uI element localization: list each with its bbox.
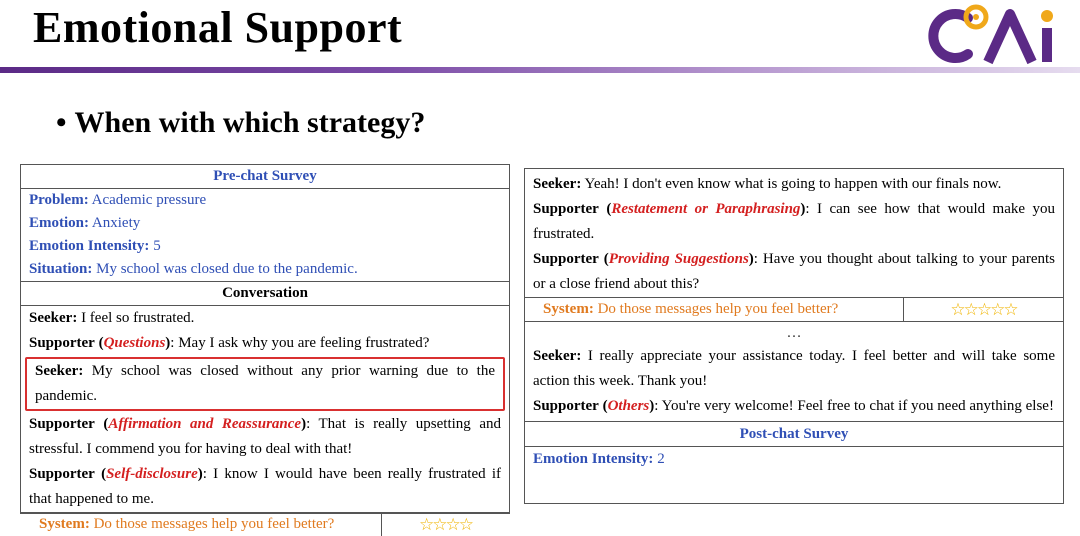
turn-seeker-finals: Seeker: Yeah! I don't even know what is going to happen with our finals now. [533, 176, 1002, 192]
turn-supporter-affirmation: Supporter (Affirmation and Reassurance): That is really upsetting and stressful. I commend you for having to deal with that! [29, 416, 501, 457]
turn-supporter-others: Supporter (Others): You're very welcome! Feel free to chat if you need anything else! [533, 398, 1054, 414]
left-dialogue-panel [20, 164, 510, 534]
header-divider [0, 67, 1080, 73]
survey-emotion-intensity: Emotion Intensity: 5 [29, 238, 161, 254]
right-dialogue-panel [524, 168, 1064, 504]
turn-supporter-questions: Supporter (Questions): May I ask why you are feeling frustrated? [29, 335, 430, 351]
bullet-icon: • [56, 106, 67, 139]
turn-supporter-self-disclosure: Supporter (Self-disclosure): I know I would have been really frustrated if that happened to me. [29, 466, 502, 507]
star-rating-2: ☆☆☆☆☆ [950, 300, 1017, 319]
bullet-text: When with which strategy? [74, 106, 426, 139]
turn-supporter-suggestions: Supporter (Providing Suggestions): Have you thought about talking to your parents or a close friend about this? [533, 251, 1055, 292]
system-question-2: System: Do those messages help you feel better? [543, 301, 839, 317]
post-chat-survey-title: Post-chat Survey [739, 426, 849, 442]
survey-problem: Problem: Academic pressure [29, 192, 207, 208]
star-rating: ☆☆☆☆ [419, 515, 472, 534]
turn-seeker-1: Seeker: I feel so frustrated. [29, 310, 195, 326]
slide-title: Emotional Support [33, 3, 403, 52]
survey-situation: Situation: My school was closed due to the pandemic. [29, 261, 358, 277]
post-emotion-intensity: Emotion Intensity: 2 [533, 451, 665, 467]
cai-logo [924, 4, 1064, 66]
system-feedback-row-2 [525, 298, 1063, 321]
system-question: System: Do those messages help you feel better? [39, 516, 335, 532]
survey-emotion: Emotion: Anxiety [29, 215, 141, 231]
system-feedback-row [21, 513, 509, 536]
pre-chat-survey-title: Pre-chat Survey [213, 168, 317, 184]
conversation-title: Conversation [222, 285, 308, 301]
bullet-point [56, 106, 425, 140]
turn-seeker-thanks: Seeker: I really appreciate your assistance today. I feel better and will take some action this week. Thank you! [533, 348, 1055, 389]
turn-supporter-restatement: Supporter (Restatement or Paraphrasing): I can see how that would make you frustrated. [533, 201, 1055, 242]
turn-seeker-highlighted: Seeker: My school was closed without any prior warning due to the pandemic. [25, 357, 505, 411]
ellipsis: … [786, 325, 802, 341]
